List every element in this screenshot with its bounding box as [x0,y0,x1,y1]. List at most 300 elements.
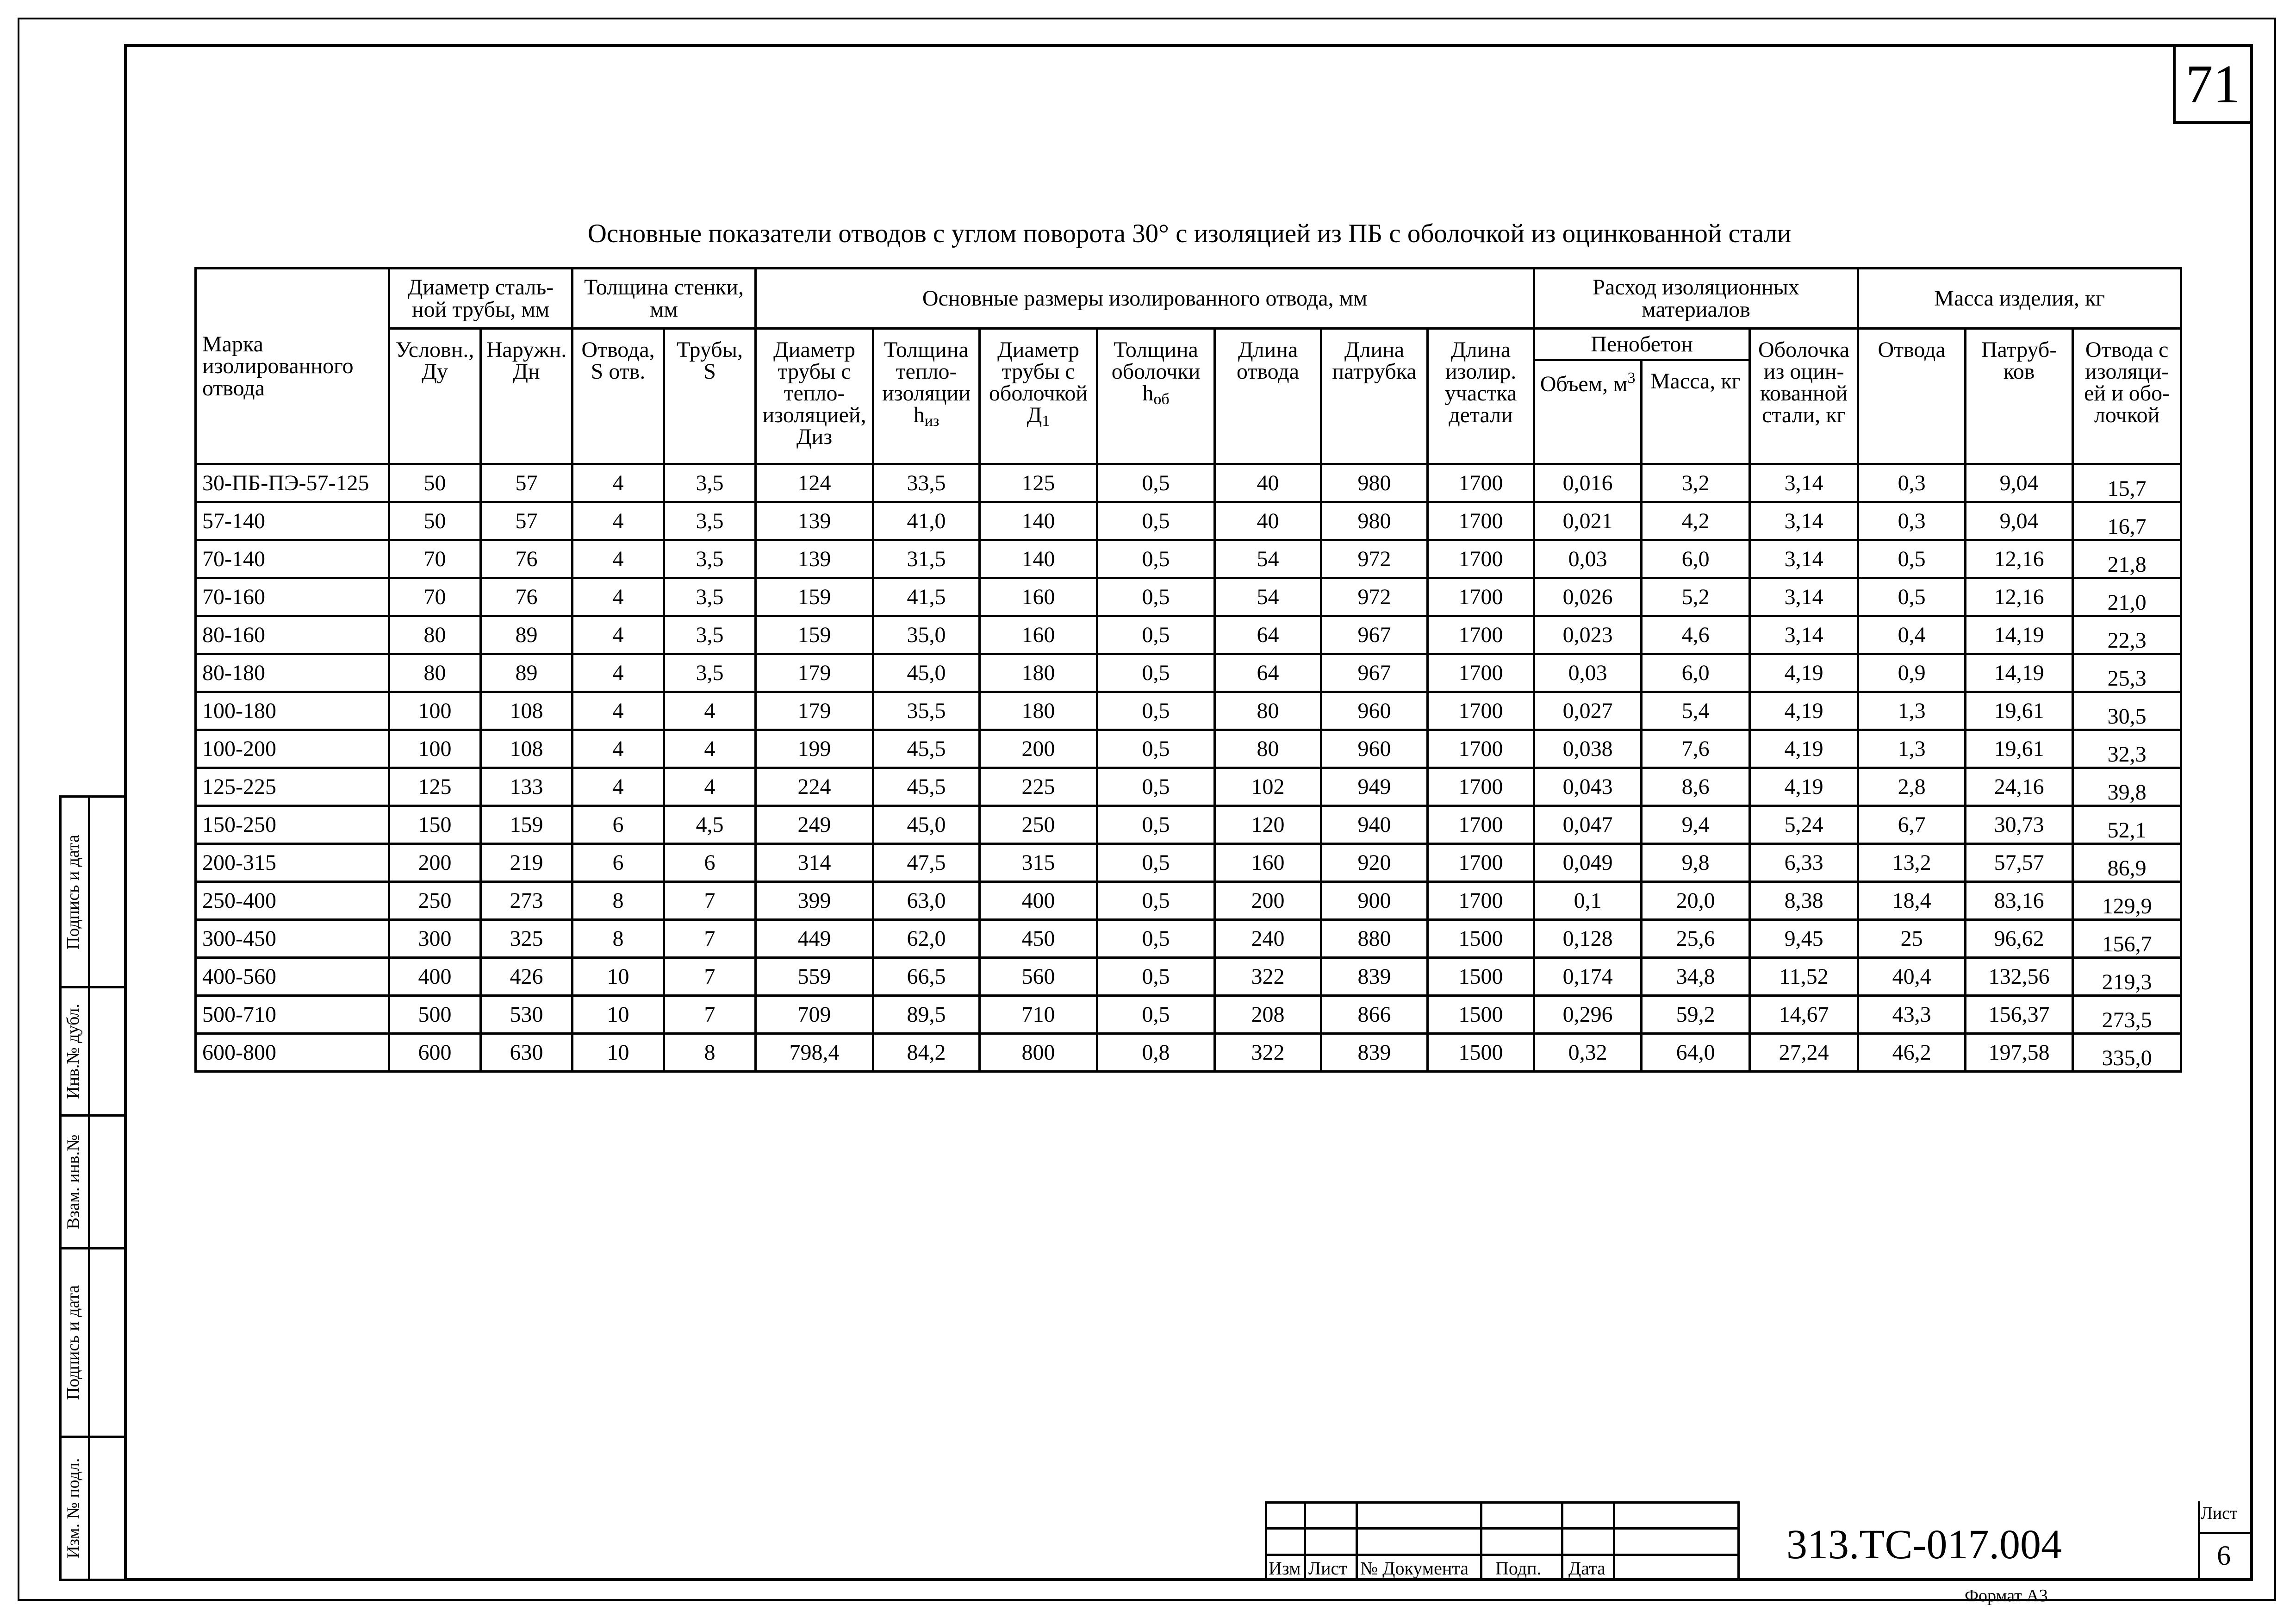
table-cell: 4 [572,578,664,616]
table-cell: 960 [1321,692,1428,730]
table-cell: 0,5 [1097,768,1215,806]
table-cell: 4,5 [664,806,756,844]
table-cell: 9,45 [1750,920,1858,958]
table-cell: 0,038 [1534,730,1642,768]
table-cell: 7 [664,996,756,1034]
table-row [196,844,2181,882]
cell-marka: 400-560 [196,958,389,996]
table-cell: 250 [980,806,1097,844]
table-cell: 0,3 [1858,502,1966,540]
table-cell: 7 [664,882,756,920]
table-cell: 30,73 [1966,806,2073,844]
table-cell: 0,047 [1534,806,1642,844]
table-cell: 46,2 [1858,1034,1966,1072]
table-cell: 500 [389,996,481,1034]
table-cell: 179 [756,654,873,692]
table-cell: 25 [1858,920,1966,958]
table-cell: 335,0 [2073,1034,2181,1072]
table-cell: 0,5 [1097,464,1215,502]
cell-marka: 100-200 [196,730,389,768]
table-row [196,920,2181,958]
cell-marka: 125-225 [196,768,389,806]
table-cell: 4 [572,730,664,768]
table-cell: 199 [756,730,873,768]
table-cell: 108 [481,692,572,730]
table-cell: 9,04 [1966,502,2073,540]
table-cell: 35,5 [873,692,980,730]
table-cell: 64 [1215,616,1321,654]
table-cell: 14,67 [1750,996,1858,1034]
table-row [196,768,2181,806]
table-cell: 4 [572,654,664,692]
table-cell: 76 [481,578,572,616]
table-cell: 0,5 [1097,502,1215,540]
table-cell: 180 [980,654,1097,692]
table-row [196,616,2181,654]
table-cell: 1700 [1428,768,1534,806]
table-cell: 4,19 [1750,692,1858,730]
table-cell: 7,6 [1642,730,1750,768]
cell-marka: 80-180 [196,654,389,692]
table-cell: 0,5 [1097,806,1215,844]
table-cell: 0,1 [1534,882,1642,920]
table-cell: 1700 [1428,578,1534,616]
table-cell: 179 [756,692,873,730]
header-d1: Диаметр трубы с оболочкой $Д_1$ [980,329,1097,464]
table-cell: 6,33 [1750,844,1858,882]
table-cell: 8 [664,1034,756,1072]
table-cell: 900 [1321,882,1428,920]
table-cell: 8 [572,920,664,958]
table-cell: 45,0 [873,654,980,692]
table-cell: 30,5 [2073,692,2181,730]
table-cell: 1500 [1428,920,1534,958]
table-cell: 0,03 [1534,654,1642,692]
header-hob: Толщина оболочки $h_{об}$ [1097,329,1215,464]
table-cell: 6 [572,844,664,882]
table-cell: 63,0 [873,882,980,920]
table-cell: 45,5 [873,768,980,806]
table-cell: 4 [664,692,756,730]
table-cell: 86,9 [2073,844,2181,882]
table-row [196,692,2181,730]
table-cell: 1500 [1428,958,1534,996]
table-cell: 0,5 [1097,540,1215,578]
table-cell: 0,027 [1534,692,1642,730]
table-cell: 83,16 [1966,882,2073,920]
table-cell: 949 [1321,768,1428,806]
table-cell: 64 [1215,654,1321,692]
table-cell: 139 [756,540,873,578]
table-cell: 50 [389,502,481,540]
table-cell: 0,8 [1097,1034,1215,1072]
table-cell: 11,52 [1750,958,1858,996]
table-cell: 250 [389,882,481,920]
cell-marka: 150-250 [196,806,389,844]
table-cell: 880 [1321,920,1428,958]
table-cell: 322 [1215,958,1321,996]
header-massa: Масса, кг [1642,360,1750,464]
table-cell: 967 [1321,654,1428,692]
table-cell: 52,1 [2073,806,2181,844]
table-cell: 4 [664,730,756,768]
tb-doc: № Документа [1360,1558,1468,1579]
table-cell: 4,6 [1642,616,1750,654]
tb-podp: Подп. [1495,1558,1542,1579]
table-cell: 0,296 [1534,996,1642,1034]
header-uslovn: Условн., Ду [389,329,481,464]
table-cell: 630 [481,1034,572,1072]
cell-marka: 30-ПБ-ПЭ-57-125 [196,464,389,502]
table-cell: 0,5 [1097,616,1215,654]
table-cell: 1700 [1428,502,1534,540]
table-cell: 3,5 [664,616,756,654]
header-consumption: Расход изоляционных материалов [1534,269,1858,329]
table-cell: 31,5 [873,540,980,578]
table-cell: 0,049 [1534,844,1642,882]
table-cell: 14,19 [1966,616,2073,654]
table-cell: 8,6 [1642,768,1750,806]
table-cell: 139 [756,502,873,540]
table-row [196,578,2181,616]
header-diameter-group: Диаметр сталь-ной трубы, мм [389,269,572,329]
table-cell: 0,32 [1534,1034,1642,1072]
table-cell: 866 [1321,996,1428,1034]
table-cell: 8 [572,882,664,920]
header-otvoda-s: Отвода, S отв. [572,329,664,464]
table-cell: 41,0 [873,502,980,540]
header-marka: Марка изолированного отвода [196,269,389,464]
table-cell: 70 [389,540,481,578]
table-cell: 100 [389,730,481,768]
table-cell: 839 [1321,1034,1428,1072]
table-row [196,996,2181,1034]
table-cell: 225 [980,768,1097,806]
table-cell: 3,14 [1750,540,1858,578]
table-cell: 400 [389,958,481,996]
table-cell: 0,5 [1097,920,1215,958]
table-cell: 0,5 [1097,958,1215,996]
header-len-patr: Длина патрубка [1321,329,1428,464]
table-cell: 125 [980,464,1097,502]
table-cell: 34,8 [1642,958,1750,996]
table-cell: 102 [1215,768,1321,806]
table-cell: 559 [756,958,873,996]
table-cell: 0,016 [1534,464,1642,502]
table-cell: 9,04 [1966,464,2073,502]
table-cell: 798,4 [756,1034,873,1072]
table-cell: 1700 [1428,616,1534,654]
format-label: Формат А3 [1965,1586,2048,1605]
table-cell: 10 [572,1034,664,1072]
table-cell: 4 [572,464,664,502]
table-cell: 0,026 [1534,578,1642,616]
table-cell: 10 [572,996,664,1034]
table-cell: 0,023 [1534,616,1642,654]
header-thickness-group: Толщина стенки, мм [572,269,756,329]
table-cell: 1700 [1428,730,1534,768]
table-cell: 1700 [1428,692,1534,730]
header-m-patrubkov: Патруб-ков [1966,329,2073,464]
header-diz: Диаметр трубы с тепло-изоляцией, Диз [756,329,873,464]
table-cell: 64,0 [1642,1034,1750,1072]
table-cell: 972 [1321,540,1428,578]
table-cell: 80 [1215,730,1321,768]
table-cell: 6 [664,844,756,882]
table-cell: 208 [1215,996,1321,1034]
tb-izm: Изм [1269,1558,1301,1579]
table-cell: 150 [389,806,481,844]
table-cell: 133 [481,768,572,806]
cell-marka: 57-140 [196,502,389,540]
tb-data: Дата [1568,1558,1605,1579]
table-cell: 41,5 [873,578,980,616]
table-cell: 249 [756,806,873,844]
table-cell: 12,16 [1966,578,2073,616]
table-cell: 120 [1215,806,1321,844]
stamp-label-sign-date: Подпись и дата [63,834,83,949]
pipe-bend-table [194,267,2182,1073]
table-cell: 54 [1215,578,1321,616]
table-cell: 96,62 [1966,920,2073,958]
table-cell: 89 [481,654,572,692]
table-cell: 159 [756,616,873,654]
header-m-otvoda: Отвода [1858,329,1966,464]
table-cell: 5,4 [1642,692,1750,730]
table-cell: 0,5 [1097,730,1215,768]
table-cell: 3,14 [1750,578,1858,616]
table-cell: 3,5 [664,464,756,502]
header-main-dimensions: Основные размеры изолированного отвода, мм [756,269,1534,329]
table-cell: 57,57 [1966,844,2073,882]
table-cell: 39,8 [2073,768,2181,806]
header-truby-s: Трубы, S [664,329,756,464]
table-cell: 300 [389,920,481,958]
table-cell: 180 [980,692,1097,730]
table-cell: 7 [664,920,756,958]
table-cell: 84,2 [873,1034,980,1072]
table-cell: 450 [980,920,1097,958]
table-cell: 21,8 [2073,540,2181,578]
table-cell: 940 [1321,806,1428,844]
table-cell: 3,14 [1750,464,1858,502]
table-cell: 132,56 [1966,958,2073,996]
table-cell: 710 [980,996,1097,1034]
table-cell: 43,3 [1858,996,1966,1034]
table-row [196,540,2181,578]
table-cell: 0,5 [1097,882,1215,920]
table-cell: 426 [481,958,572,996]
table-cell: 0,021 [1534,502,1642,540]
table-cell: 5,24 [1750,806,1858,844]
table-cell: 140 [980,502,1097,540]
document-number: 313.ТС-017.004 [1786,1522,2062,1568]
table-cell: 0,5 [1858,578,1966,616]
cell-marka: 250-400 [196,882,389,920]
stamp-label-vzam-inv: Взам. инв.№ [63,1134,83,1230]
table-cell: 3,14 [1750,616,1858,654]
table-cell: 160 [980,578,1097,616]
table-cell: 980 [1321,502,1428,540]
table-cell: 399 [756,882,873,920]
cell-marka: 80-160 [196,616,389,654]
table-cell: 980 [1321,464,1428,502]
table-cell: 9,4 [1642,806,1750,844]
table-cell: 3,5 [664,502,756,540]
table-cell: 76 [481,540,572,578]
table-cell: 33,5 [873,464,980,502]
table-cell: 0,4 [1858,616,1966,654]
header-naruzhn: Наружн. Дн [481,329,572,464]
table-cell: 197,58 [1966,1034,2073,1072]
table-cell: 322 [1215,1034,1321,1072]
table-cell: 70 [389,578,481,616]
table-cell: 1700 [1428,654,1534,692]
table-cell: 400 [980,882,1097,920]
table-cell: 40 [1215,502,1321,540]
table-cell: 800 [980,1034,1097,1072]
table-row [196,464,2181,502]
table-cell: 7 [664,958,756,996]
stamp-label-sign-date-2: Подпись и дата [63,1285,83,1400]
table-body [196,464,2181,1072]
table-cell: 0,9 [1858,654,1966,692]
table-cell: 240 [1215,920,1321,958]
table-cell: 6,7 [1858,806,1966,844]
header-len-otvod: Длина отвода [1215,329,1321,464]
table-cell: 1500 [1428,996,1534,1034]
table-cell: 3,5 [664,654,756,692]
table-cell: 600 [389,1034,481,1072]
table-cell: 219,3 [2073,958,2181,996]
cell-marka: 70-140 [196,540,389,578]
table-cell: 27,24 [1750,1034,1858,1072]
table-cell: 22,3 [2073,616,2181,654]
header-hiz: Толщина тепло-изоляции $h_{из}$ [873,329,980,464]
table-cell: 200 [1215,882,1321,920]
table-cell: 57 [481,464,572,502]
table-cell: 4 [572,768,664,806]
table-cell: 25,3 [2073,654,2181,692]
table-cell: 0,043 [1534,768,1642,806]
table-cell: 6,0 [1642,654,1750,692]
table-cell: 839 [1321,958,1428,996]
table-cell: 156,7 [2073,920,2181,958]
table-cell: 1500 [1428,1034,1534,1072]
table-cell: 0,5 [1858,540,1966,578]
table-cell: 0,5 [1097,654,1215,692]
header-penobeton: Пенобетон [1534,329,1750,360]
table-cell: 19,61 [1966,730,2073,768]
cell-marka: 600-800 [196,1034,389,1072]
table-cell: 19,61 [1966,692,2073,730]
table-cell: 10 [572,958,664,996]
table-cell: 160 [980,616,1097,654]
table-row [196,502,2181,540]
table-cell: 3,14 [1750,502,1858,540]
table-cell: 45,5 [873,730,980,768]
table-cell: 160 [1215,844,1321,882]
table-cell: 3,5 [664,540,756,578]
table-row [196,806,2181,844]
table-cell: 0,174 [1534,958,1642,996]
table-cell: 140 [980,540,1097,578]
table-cell: 108 [481,730,572,768]
table-cell: 125 [389,768,481,806]
table-cell: 80 [1215,692,1321,730]
table-cell: 3,2 [1642,464,1750,502]
table-cell: 62,0 [873,920,980,958]
stamp-divider [88,795,90,1581]
table-cell: 530 [481,996,572,1034]
table-cell: 45,0 [873,806,980,844]
cell-marka: 100-180 [196,692,389,730]
table-cell: 0,5 [1097,996,1215,1034]
table-cell: 2,8 [1858,768,1966,806]
table-cell: 200 [389,844,481,882]
table-cell: 6 [572,806,664,844]
table-cell: 159 [756,578,873,616]
table-cell: 89,5 [873,996,980,1034]
table-cell: 47,5 [873,844,980,882]
header-m-otvoda-izol: Отвода с изоляци-ей и обо-лочкой [2073,329,2181,464]
cell-marka: 300-450 [196,920,389,958]
table-cell: 325 [481,920,572,958]
table-cell: 560 [980,958,1097,996]
table-cell: 9,8 [1642,844,1750,882]
table-cell: 21,0 [2073,578,2181,616]
table-cell: 200 [980,730,1097,768]
table-cell: 54 [1215,540,1321,578]
header-len-izol: Длина изолир. участка детали [1428,329,1534,464]
title-block [1265,1501,2253,1581]
table-cell: 40,4 [1858,958,1966,996]
stamp-label-inv-podl: Изм. № подл. [63,1458,83,1559]
table-cell: 89 [481,616,572,654]
table-cell: 219 [481,844,572,882]
table-cell: 920 [1321,844,1428,882]
table-cell: 273 [481,882,572,920]
table-cell: 1700 [1428,540,1534,578]
table-cell: 24,16 [1966,768,2073,806]
table-cell: 314 [756,844,873,882]
cell-marka: 200-315 [196,844,389,882]
table-cell: 972 [1321,578,1428,616]
table-cell: 315 [980,844,1097,882]
header-obem: Объем, $м^3$ [1534,360,1642,464]
cell-marka: 500-710 [196,996,389,1034]
table-cell: 129,9 [2073,882,2181,920]
table-cell: 40 [1215,464,1321,502]
table-cell: 273,5 [2073,996,2181,1034]
table-title: Основные показатели отводов с углом поворота 30° с изоляцией из ПБ с оболочкой из оцинкованной стали [587,219,1792,248]
table-cell: 12,16 [1966,540,2073,578]
header-obolochka: Оболочка из оцин-кованной стали, кг [1750,329,1858,464]
table-cell: 8,38 [1750,882,1858,920]
table-row [196,882,2181,920]
table-cell: 4 [572,502,664,540]
table-cell: 967 [1321,616,1428,654]
table-cell: 1700 [1428,882,1534,920]
table-cell: 50 [389,464,481,502]
table-cell: 4,19 [1750,730,1858,768]
table-cell: 5,2 [1642,578,1750,616]
table-cell: 1,3 [1858,692,1966,730]
table-cell: 66,5 [873,958,980,996]
sheet-label: Лист [2201,1504,2238,1523]
table-cell: 14,19 [1966,654,2073,692]
cell-marka: 70-160 [196,578,389,616]
